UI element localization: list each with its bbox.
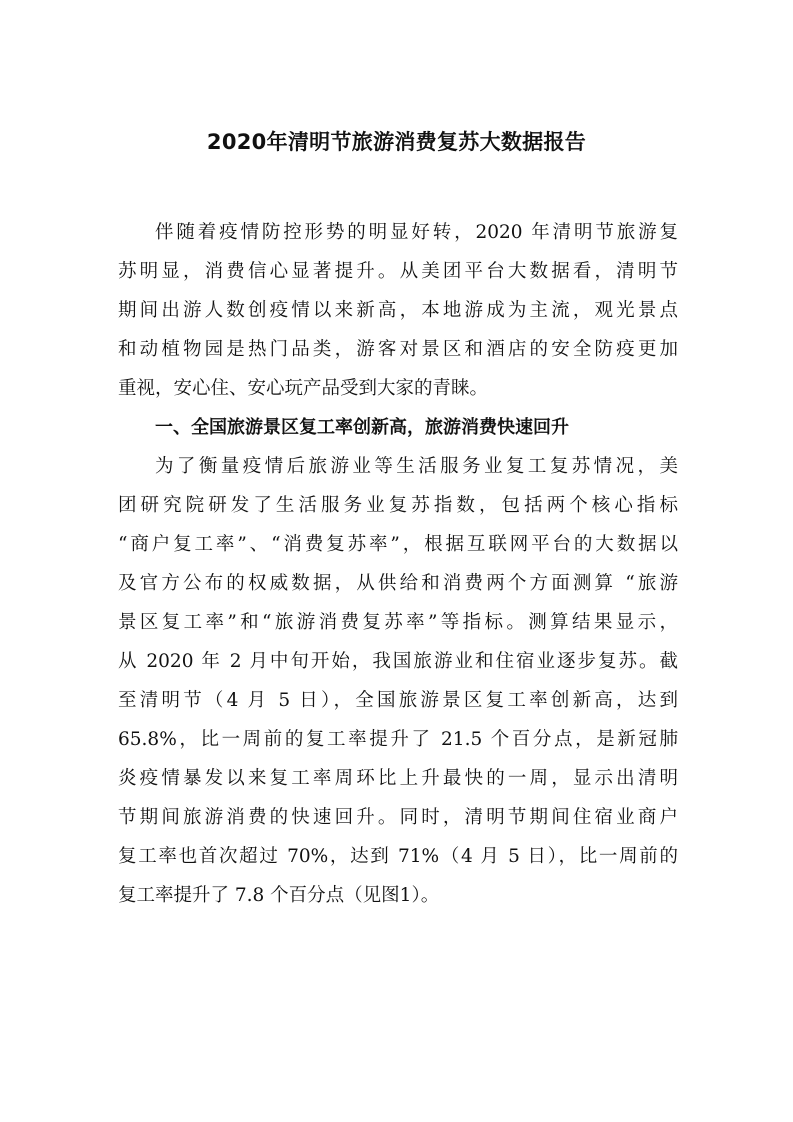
paragraph-line: 从 2020 年 2 月中旬开始，我国旅游业和住宿业逐步复苏。截 [118, 651, 678, 672]
paragraph-line: 期间出游人数创疫情以来新高，本地游成为主流，观光景点 [118, 300, 678, 321]
paragraph-line: 至清明节（4 月 5 日），全国旅游景区复工率创新高，达到 [118, 690, 678, 711]
intro-paragraph [118, 213, 678, 408]
paragraph-line: 及官方公布的权威数据，从供给和消费两个方面测算 “旅游 [118, 573, 678, 594]
paragraph-line: 节期间旅游消费的快速回升。同时，清明节期间住宿业商户 [118, 807, 678, 828]
section-paragraph [118, 447, 678, 915]
paragraph-line: 为了衡量疫情后旅游业等生活服务业复工复苏情况，美 [155, 456, 678, 477]
paragraph-line: 复工率提升了 7.8 个百分点（见图1）。 [118, 885, 440, 906]
paragraph-line: 复工率也首次超过 70%，达到 71%（4 月 5 日），比一周前的 [118, 846, 678, 867]
paragraph-line: 和动植物园是热门品类，游客对景区和酒店的安全防疫更加 [118, 339, 678, 360]
paragraph-line: 景区复工率”和“旅游消费复苏率”等指标。测算结果显示， [118, 612, 678, 633]
paragraph-line: 团研究院研发了生活服务业复苏指数，包括两个核心指标 [118, 495, 678, 516]
paragraph-line: 65.8%，比一周前的复工率提升了 21.5 个百分点，是新冠肺 [118, 729, 678, 750]
paragraph-line: “商户复工率”、“消费复苏率”，根据互联网平台的大数据以 [118, 534, 678, 555]
paragraph-line: 炎疫情暴发以来复工率周环比上升最快的一周，显示出清明 [118, 768, 678, 789]
paragraph-line: 伴随着疫情防控形势的明显好转，2020 年清明节旅游复 [155, 222, 678, 243]
paragraph-line: 苏明显，消费信心显著提升。从美团平台大数据看，清明节 [118, 261, 678, 282]
section-heading: 一、全国旅游景区复工率创新高，旅游消费快速回升 [155, 417, 569, 438]
paragraph-line: 重视，安心住、安心玩产品受到大家的青睐。 [118, 378, 489, 399]
document-body [118, 213, 678, 915]
document-title: 2020年清明节旅游消费复苏大数据报告 [206, 130, 587, 154]
